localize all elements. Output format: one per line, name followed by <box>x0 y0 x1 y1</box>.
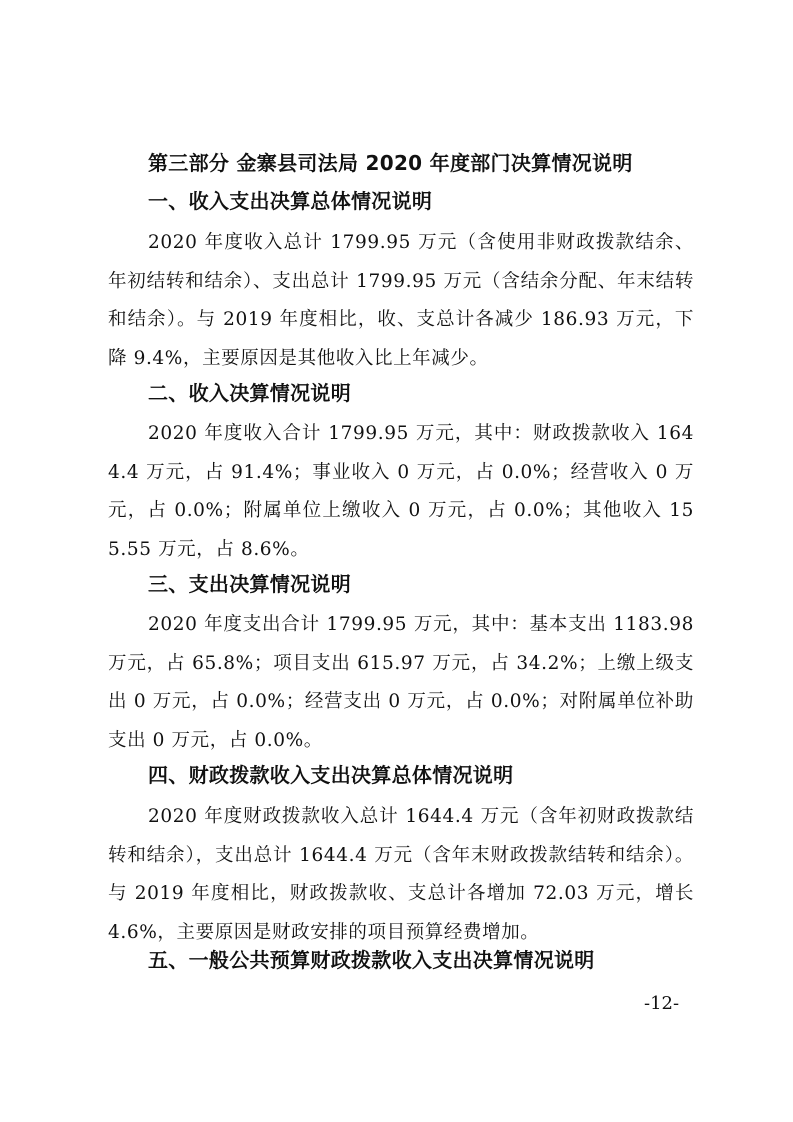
page-number: -12- <box>644 993 680 1014</box>
section-5-heading: 五、一般公共预算财政拨款收入支出决算情况说明 <box>148 948 595 972</box>
section-2-body: 2020 年度收入合计 1799.95 万元，其中：财政拨款收入 1644.4 万元，占 91.4%；事业收入 0 万元，占 0.0%；经营收入 0 万元，占 0.0%；附属单位上缴收入 0 万元，占 0.0%；其他收入 155.55 万元，占 8.6%。 <box>108 423 694 560</box>
section-3-body: 2020 年度支出合计 1799.95 万元，其中：基本支出 1183.98 万元，占 65.8%；项目支出 615.97 万元，占 34.2%；上缴上级支出 0 万元，占 0.0%；经营支出 0 万元，占 0.0%；对附属单位补助支出 0 万元，占 0.0%。 <box>108 614 694 751</box>
section-1-body: 2020 年度收入总计 1799.95 万元（含使用非财政拨款结余、年初结转和结余）、支出总计 1799.95 万元（含结余分配、年末结转和结余）。与 2019 年度相比，收、支总计各减少 186.93 万元，下降 9.4%，主要原因是其他收入比上年减少。 <box>108 232 694 369</box>
section-4-body: 2020 年度财政拨款收入总计 1644.4 万元（含年初财政拨款结转和结余），支出总计 1644.4 万元（含年末财政拨款结转和结余）。与 2019 年度相比，财政拨款收、支总计各增加 72.03 万元，增长 4.6%，主要原因是财政安排的项目预算经费增加。 <box>108 806 694 943</box>
section-4-heading: 四、财政拨款收入支出决算总体情况说明 <box>148 763 514 787</box>
section-2-heading: 二、收入决算情况说明 <box>148 381 351 405</box>
section-1-heading: 一、收入支出决算总体情况说明 <box>148 189 433 213</box>
document-title: 第三部分 金寨县司法局 2020 年度部门决算情况说明 <box>148 151 633 175</box>
section-3-heading: 三、支出决算情况说明 <box>148 572 351 596</box>
